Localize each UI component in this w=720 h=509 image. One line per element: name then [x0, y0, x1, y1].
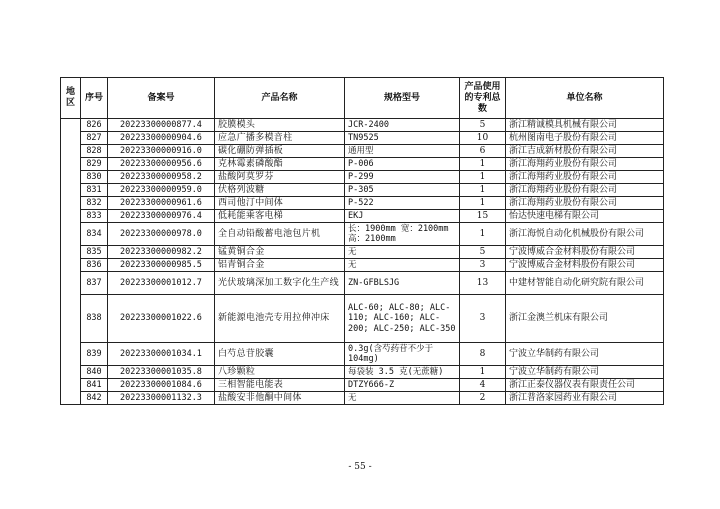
- record-table: [60, 77, 664, 405]
- table-row: [61, 379, 664, 392]
- cell-seq: 837: [81, 272, 108, 295]
- cell-company: 浙江海翔药业股份有限公司: [506, 171, 664, 184]
- table-row: [61, 158, 664, 171]
- cell-product-name: 三相智能电能表: [215, 379, 345, 392]
- header-region: 地区: [61, 78, 81, 119]
- header-row: [61, 78, 664, 119]
- table-row: [61, 210, 664, 223]
- table-row: [61, 197, 664, 210]
- table-row: [61, 132, 664, 145]
- cell-spec-model: P-522: [345, 197, 460, 210]
- cell-seq: 835: [81, 246, 108, 259]
- cell-record-no: 20223300000956.6: [108, 158, 215, 171]
- cell-spec-model: ZN-GFBLSJG: [345, 272, 460, 295]
- cell-company: 浙江海悦自动化机械股份有限公司: [506, 223, 664, 246]
- cell-record-no: 20223300001084.6: [108, 379, 215, 392]
- cell-seq: 829: [81, 158, 108, 171]
- cell-record-no: 20223300001022.6: [108, 295, 215, 343]
- cell-seq: 836: [81, 259, 108, 272]
- header-spec-model: 规格型号: [345, 78, 460, 119]
- region-cell: [61, 119, 81, 405]
- cell-record-no: 20223300000877.4: [108, 119, 215, 132]
- cell-company: 浙江普洛家园药业有限公司: [506, 392, 664, 405]
- cell-seq: 827: [81, 132, 108, 145]
- cell-patent-count: 10: [460, 132, 506, 145]
- cell-record-no: 20223300000978.0: [108, 223, 215, 246]
- cell-patent-count: 3: [460, 295, 506, 343]
- cell-product-name: 克林霉素磷酸酯: [215, 158, 345, 171]
- cell-patent-count: 3: [460, 259, 506, 272]
- cell-patent-count: 6: [460, 145, 506, 158]
- cell-seq: 842: [81, 392, 108, 405]
- cell-record-no: 20223300000985.5: [108, 259, 215, 272]
- cell-company: 浙江精诚模具机械有限公司: [506, 119, 664, 132]
- table-row: [61, 119, 664, 132]
- cell-spec-model: P-006: [345, 158, 460, 171]
- cell-patent-count: 8: [460, 343, 506, 366]
- cell-patent-count: 2: [460, 392, 506, 405]
- header-company: 单位名称: [506, 78, 664, 119]
- cell-record-no: 20223300001132.3: [108, 392, 215, 405]
- cell-product-name: 铝青铜合金: [215, 259, 345, 272]
- cell-spec-model: TN9525: [345, 132, 460, 145]
- cell-spec-model: 0.3g(含芍药苷不少于104mg): [345, 343, 460, 366]
- cell-company: 浙江正泰仪器仪表有限责任公司: [506, 379, 664, 392]
- cell-company: 宁波立华制药有限公司: [506, 343, 664, 366]
- table-row: [61, 184, 664, 197]
- cell-spec-model: 无: [345, 259, 460, 272]
- cell-product-name: 伏格列波糖: [215, 184, 345, 197]
- header-seq: 序号: [81, 78, 108, 119]
- table-row: [61, 343, 664, 366]
- table-row: [61, 145, 664, 158]
- cell-spec-model: 通用型: [345, 145, 460, 158]
- cell-seq: 831: [81, 184, 108, 197]
- cell-record-no: 20223300001035.8: [108, 366, 215, 379]
- cell-patent-count: 5: [460, 119, 506, 132]
- header-record-no: 备案号: [108, 78, 215, 119]
- cell-seq: 834: [81, 223, 108, 246]
- table-row: [61, 392, 664, 405]
- cell-spec-model: DTZY666-Z: [345, 379, 460, 392]
- cell-product-name: 八珍颗粒: [215, 366, 345, 379]
- cell-spec-model: 每袋装 3.5 克(无蔗糖): [345, 366, 460, 379]
- cell-spec-model: P-299: [345, 171, 460, 184]
- page-number: - 55 -: [348, 462, 372, 472]
- header-patent-count: 产品使用的专利总数: [460, 78, 506, 119]
- cell-company: 浙江海翔药业股份有限公司: [506, 184, 664, 197]
- cell-seq: 826: [81, 119, 108, 132]
- cell-patent-count: 1: [460, 184, 506, 197]
- cell-product-name: 新能源电池壳专用拉伸冲床: [215, 295, 345, 343]
- cell-product-name: 碳化硼防弹插板: [215, 145, 345, 158]
- cell-spec-model: 长：1900mm 宽：2100mm 高：2100mm: [345, 223, 460, 246]
- cell-seq: 839: [81, 343, 108, 366]
- cell-product-name: 低耗能乘客电梯: [215, 210, 345, 223]
- cell-spec-model: JCR-2400: [345, 119, 460, 132]
- cell-record-no: 20223300000961.6: [108, 197, 215, 210]
- table-row: [61, 171, 664, 184]
- cell-patent-count: 1: [460, 223, 506, 246]
- cell-record-no: 20223300000982.2: [108, 246, 215, 259]
- table-row: [61, 295, 664, 343]
- cell-company: 中建材智能自动化研究院有限公司: [506, 272, 664, 295]
- cell-spec-model: P-305: [345, 184, 460, 197]
- cell-seq: 841: [81, 379, 108, 392]
- cell-product-name: 西司他汀中间体: [215, 197, 345, 210]
- cell-company: 杭州图南电子股份有限公司: [506, 132, 664, 145]
- cell-company: 宁波博威合金材料股份有限公司: [506, 259, 664, 272]
- cell-product-name: 应急广播多模音柱: [215, 132, 345, 145]
- cell-record-no: 20223300000904.6: [108, 132, 215, 145]
- cell-seq: 833: [81, 210, 108, 223]
- cell-record-no: 20223300001012.7: [108, 272, 215, 295]
- cell-spec-model: ALC-60; ALC-80; ALC-110; ALC-160; ALC-200; ALC-250; ALC-350: [345, 295, 460, 343]
- cell-company: 浙江海翔药业股份有限公司: [506, 158, 664, 171]
- cell-patent-count: 4: [460, 379, 506, 392]
- cell-patent-count: 1: [460, 197, 506, 210]
- table-row: [61, 272, 664, 295]
- cell-seq: 828: [81, 145, 108, 158]
- cell-record-no: 20223300000959.0: [108, 184, 215, 197]
- cell-patent-count: 13: [460, 272, 506, 295]
- cell-seq: 830: [81, 171, 108, 184]
- cell-product-name: 光伏玻璃深加工数字化生产线: [215, 272, 345, 295]
- cell-company: 宁波立华制药有限公司: [506, 366, 664, 379]
- cell-company: 浙江金澳兰机床有限公司: [506, 295, 664, 343]
- cell-spec-model: 无: [345, 246, 460, 259]
- cell-patent-count: 15: [460, 210, 506, 223]
- cell-spec-model: EKJ: [345, 210, 460, 223]
- header-product-name: 产品名称: [215, 78, 345, 119]
- cell-record-no: 20223300001034.1: [108, 343, 215, 366]
- table-row: [61, 259, 664, 272]
- cell-company: 浙江吉成新材股份有限公司: [506, 145, 664, 158]
- table-row: [61, 223, 664, 246]
- table-row: [61, 246, 664, 259]
- cell-company: 浙江海翔药业股份有限公司: [506, 197, 664, 210]
- cell-company: 宁波博威合金材料股份有限公司: [506, 246, 664, 259]
- cell-patent-count: 1: [460, 158, 506, 171]
- cell-product-name: 胶膜模头: [215, 119, 345, 132]
- cell-product-name: 锰黄铜合金: [215, 246, 345, 259]
- cell-company: 怡达快速电梯有限公司: [506, 210, 664, 223]
- cell-record-no: 20223300000916.0: [108, 145, 215, 158]
- cell-patent-count: 1: [460, 171, 506, 184]
- cell-seq: 838: [81, 295, 108, 343]
- cell-product-name: 盐酸阿莫罗芬: [215, 171, 345, 184]
- cell-patent-count: 5: [460, 246, 506, 259]
- cell-product-name: 盐酸安非他酮中间体: [215, 392, 345, 405]
- cell-seq: 840: [81, 366, 108, 379]
- cell-product-name: 全自动铅酸蓄电池包片机: [215, 223, 345, 246]
- cell-product-name: 白芍总苷胶囊: [215, 343, 345, 366]
- cell-record-no: 20223300000958.2: [108, 171, 215, 184]
- cell-spec-model: 无: [345, 392, 460, 405]
- cell-patent-count: 1: [460, 366, 506, 379]
- cell-seq: 832: [81, 197, 108, 210]
- cell-record-no: 20223300000976.4: [108, 210, 215, 223]
- table-row: [61, 366, 664, 379]
